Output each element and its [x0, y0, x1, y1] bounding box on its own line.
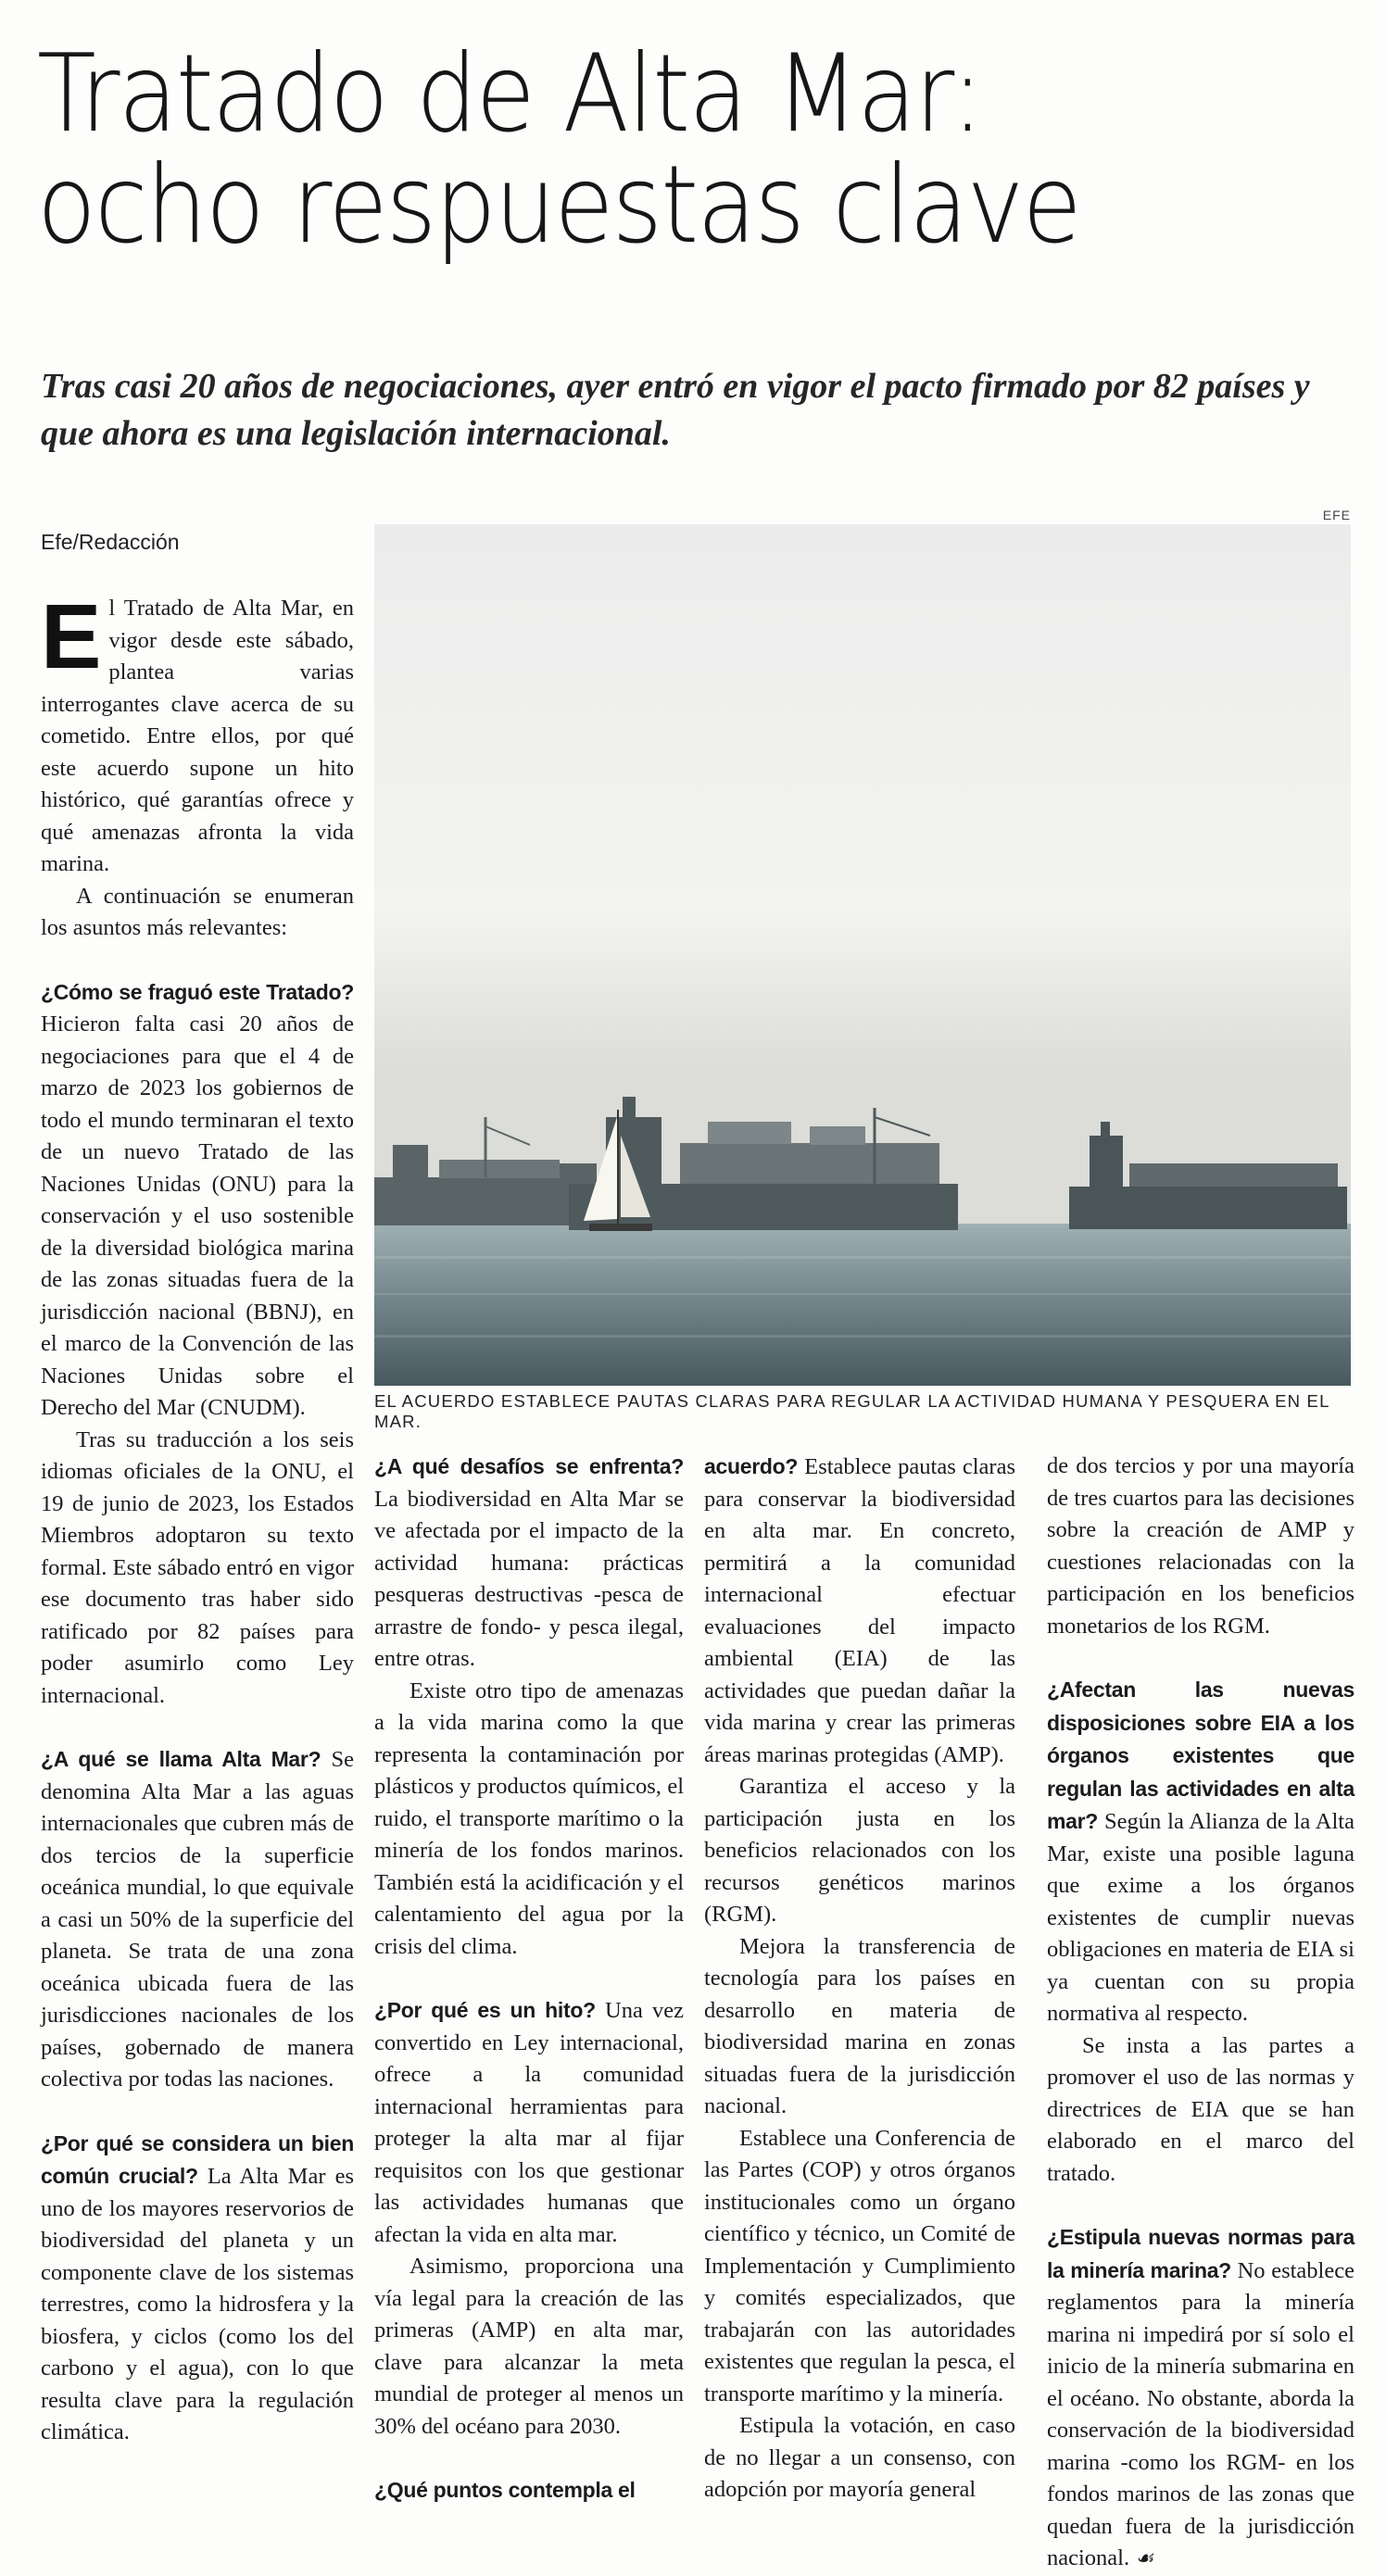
qa-paragraph	[1047, 2221, 1354, 2576]
question-heading: ¿A qué desafíos se enfrenta?	[374, 1454, 684, 1478]
column-4	[1047, 1451, 1354, 2576]
qa-paragraph	[704, 1451, 1015, 1771]
question-heading: ¿Cómo se fraguó este Tratado?	[41, 979, 354, 1004]
question-heading: ¿Qué puntos contempla el	[374, 2478, 636, 2502]
byline: Efe/Redacción	[41, 530, 180, 554]
qa-paragraph	[1047, 1674, 1354, 2030]
paragraph: Asimismo, proporciona una vía legal para la creación de las primeras (AMP) en alta mar, clave para alcanzar la meta mundial de proteger al menos un 30% del océano para 2030.	[374, 2254, 684, 2439]
qa-paragraph	[41, 1743, 354, 2096]
question-heading: ¿Por qué se considera un bien común crucial?	[41, 2130, 354, 2188]
paragraph: Estipula la votación, en caso de no llegar a un consenso, con adopción por mayoría general	[704, 2413, 1015, 2502]
headline	[37, 31, 1204, 268]
question-heading: ¿Afectan las nuevas disposiciones sobre EIA a los órganos existentes que regulan las actividades en alta mar?	[1047, 1678, 1354, 1833]
standfirst: Tras casi 20 años de negociaciones, ayer entró en vigor el pacto firmado por 82 países y que ahora es una legislación internacional.	[41, 367, 1310, 453]
paragraph: Se insta a las partes a promover el uso de las normas y directrices de EIA que se han elaborado en el marco del tratado.	[1047, 2032, 1354, 2186]
column-2	[374, 1451, 684, 2507]
question-heading: ¿A qué se llama Alta Mar?	[41, 1747, 321, 1771]
headline-line-1: Tratado de Alta Mar:	[37, 31, 983, 157]
answer-text: Se denomina Alta Mar a las aguas internacionales que cubren más de dos tercios de la superficie oceánica mundial, lo que equivale a casi un 50% de la superficie del planeta. Se trata de una zona oceánica ubicada fuera de las jurisdicciones nacionales de los países, gobernado de manera colectiva por todas las naciones.	[41, 1747, 354, 2092]
paragraph: Mejora la transferencia de tecnología para los países en desarrollo en materia de biodiversidad marina en zonas situadas fuera de la jurisdicción nacional.	[704, 1933, 1015, 2118]
paragraph: Garantiza el acceso y la participación justa en los beneficios relacionados con los recursos genéticos marinos (RGM).	[704, 1774, 1015, 1927]
question-heading: acuerdo?	[704, 1454, 799, 1478]
column-3	[704, 1451, 1015, 2507]
paragraph: Tras su traducción a los seis idiomas oficiales de la ONU, el 19 de junio de 2023, los Estados Miembros adoptaron su texto formal. Este sábado entró en vigor ese documento tras haber sido ratificado por 82 países para poder asumirlo como Ley internacional.	[41, 1426, 354, 1708]
answer-text: Establece pautas claras para conservar la biodiversidad en alta mar. En concreto, permitirá a la comunidad internacional efectuar evaluaciones del impacto ambiental (EIA) de las actividades que puedan dañar la vida marina y crear las primeras áreas marinas protegidas (AMP).	[704, 1454, 1015, 1767]
qa-paragraph	[41, 2128, 354, 2449]
end-mark-icon: ☙	[1135, 2547, 1153, 2570]
photo-sky	[374, 524, 1351, 1228]
drop-cap: E	[41, 585, 102, 687]
intro-text: l Tratado de Alta Mar, en vigor desde este sábado, plantea varias interrogantes clave acerca de su cometido. Entre ellos, por qué este acuerdo supone un hito histórico, qué garantías ofrece y qué amenazas afronta la vida marina.	[41, 596, 354, 876]
question-heading: ¿Por qué es un hito?	[374, 1998, 596, 2022]
photo-credit: EFE	[1322, 508, 1351, 522]
headline-line-2: ocho respuestas clave	[37, 143, 1080, 268]
photo-caption: EL ACUERDO ESTABLECE PAUTAS CLARAS PARA REGULAR LA ACTIVIDAD HUMANA Y PESQUERA EN EL MAR.	[374, 1391, 1329, 1431]
answer-text: No establece reglamentos para la minería marina ni impedirá por sí solo el inicio de la minería submarina en el océano. No obstante, aborda la conservación de la biodiversidad marina -como los RGM- en los fondos marinos de las zonas que quedan fuera de la jurisdicción nacional.	[1047, 2257, 1354, 2570]
paragraph: de dos tercios y por una mayoría de tres cuartos para las decisiones sobre la creación de AMP y cuestiones relacionadas con la participación en los beneficios monetarios de los RGM.	[1047, 1453, 1354, 1639]
question-heading: ¿Estipula nuevas normas para la minería marina?	[1047, 2225, 1354, 2282]
answer-text: Según la Alianza de la Alta Mar, existe una posible laguna que exime a los órganos existentes de cumplir nuevas obligaciones en materia de EIA si ya cuentan con su propia normativa al respecto.	[1047, 1809, 1354, 2026]
qa-paragraph	[374, 1451, 684, 1676]
column-1	[41, 585, 354, 2449]
intro-paragraph	[41, 585, 354, 881]
answer-text: Hicieron falta casi 20 años de negociaciones para que el 4 de marzo de 2023 los gobiernos de todo el mundo terminaran el texto de un nuevo Tratado de las Naciones Unidas (ONU) para la conservación y el uso sostenible de la diversidad biológica marina de las zonas situadas fuera de la jurisdicción nacional (BBNJ), en el marco de la Convención de las Naciones Unidas sobre el Derecho del Mar (CNUDM).	[41, 1012, 354, 1420]
qa-paragraph	[41, 976, 354, 1425]
qa-paragraph	[374, 1994, 684, 2251]
photo-sea	[374, 1224, 1351, 1386]
answer-text: Una vez convertido en Ley internacional, ofrece a la comunidad internacional herramientas para proteger la alta mar al fijar requisitos con los que gestionar las actividades humanas que afectan la vida en alta mar.	[374, 1998, 684, 2247]
paragraph: Establece una Conferencia de las Partes (COP) y otros órganos institucionales como un órgano científico y técnico, un Comité de Implementación y Cumplimiento y comités especializados, que trabajarán con las autoridades existentes que regulan la pesca, el transporte marítimo y la minería.	[704, 2125, 1015, 2406]
answer-text: La Alta Mar es uno de los mayores reservorios de biodiversidad del planeta y un componente clave de los sistemas terrestres, como la hidrosfera y la biosfera, y ciclos (como los del carbono y el agua), con lo que resulta clave para la regulación climática.	[41, 2164, 354, 2444]
qa-paragraph	[374, 2474, 684, 2507]
paragraph: A continuación se enumeran los asuntos más relevantes:	[41, 883, 354, 940]
answer-text: La biodiversidad en Alta Mar se ve afectada por el impacto de la actividad humana: prácticas pesqueras destructivas -pesca de arrastre de fondo- y pesca ilegal, entre otras.	[374, 1486, 684, 1671]
paragraph: Existe otro tipo de amenazas a la vida marina como la que representa la contaminación por plásticos y productos químicos, el ruido, el transporte marítimo o la minería de los fondos marinos. También está la acidificación y el calentamiento del agua por la crisis del clima.	[374, 1678, 684, 1959]
article-photo	[374, 524, 1351, 1386]
